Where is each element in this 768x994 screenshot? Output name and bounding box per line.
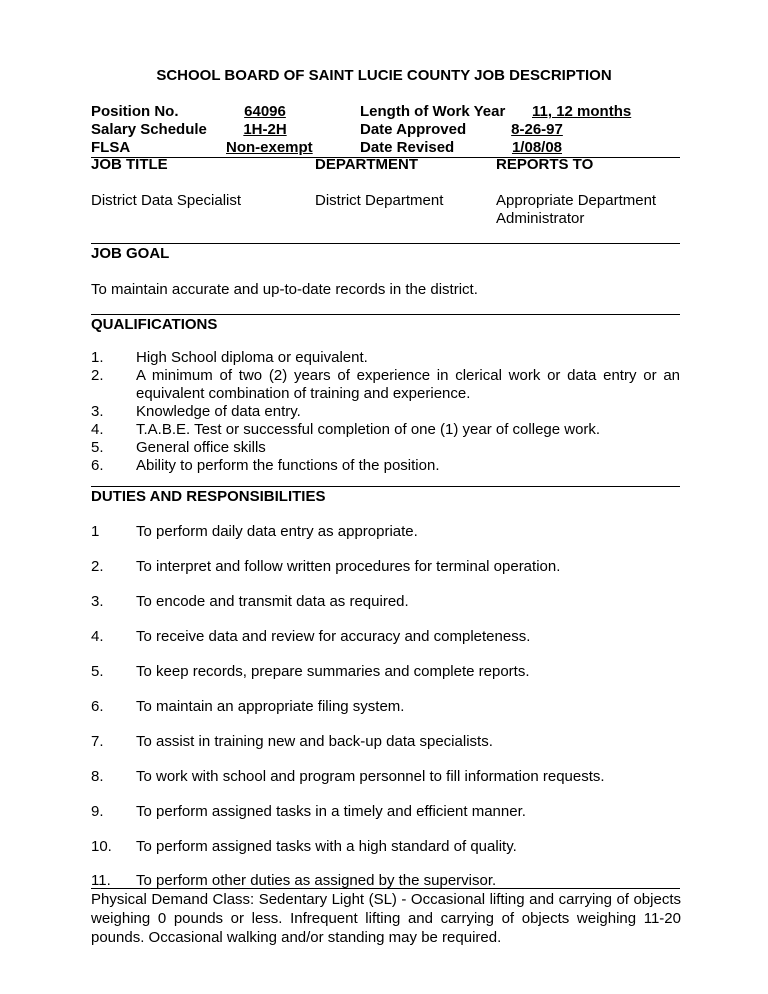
- qualification-number: 6.: [91, 457, 104, 474]
- length-of-work-year-label: Length of Work Year: [360, 103, 506, 120]
- qualification-number: 5.: [91, 439, 104, 456]
- duty-item: To work with school and program personnel to fill information requests.: [136, 768, 605, 785]
- flsa-label: FLSA: [91, 139, 131, 156]
- duty-item: To interpret and follow written procedures for terminal operation.: [136, 558, 561, 575]
- section-divider: [91, 314, 680, 315]
- salary-schedule-value: 1H-2H: [243, 121, 287, 138]
- duty-number: 8.: [91, 768, 104, 785]
- qualification-item: T.A.B.E. Test or successful completion of one (1) year of college work.: [136, 421, 601, 438]
- duty-item: To perform other duties as assigned by the supervisor.: [136, 872, 497, 889]
- qualification-item: A minimum of two (2) years of experience in clerical work or data entry or an equivalent combination of training and experience.: [136, 367, 680, 402]
- duty-number: 1: [91, 523, 100, 540]
- qualification-item: Ability to perform the functions of the position.: [136, 457, 440, 474]
- duty-number: 5.: [91, 663, 104, 680]
- physical-demand-text: Physical Demand Class: Sedentary Light (SL) - Occasional lifting and carrying of objects weighing 0 pounds or less. Infrequent lifting and carrying of objects weighing 11-20 pounds. Occasional walking and/or standing may be required.: [91, 891, 681, 946]
- qualification-number: 1.: [91, 349, 104, 366]
- duty-number: 9.: [91, 803, 104, 820]
- duty-item: To perform assigned tasks in a timely and efficient manner.: [136, 803, 526, 820]
- section-divider: [91, 243, 680, 244]
- job-title-value: District Data Specialist: [91, 192, 242, 209]
- qualification-item: High School diploma or equivalent.: [136, 349, 368, 366]
- duties-heading: DUTIES AND RESPONSIBILITIES: [91, 488, 326, 505]
- duty-number: 10.: [91, 838, 112, 855]
- duty-item: To perform assigned tasks with a high standard of quality.: [136, 838, 517, 855]
- section-divider: [91, 888, 680, 889]
- duty-item: To perform daily data entry as appropriate.: [136, 523, 418, 540]
- job-goal-heading: JOB GOAL: [91, 245, 170, 262]
- date-approved-value: 8-26-97: [511, 121, 563, 138]
- duty-item: To keep records, prepare summaries and complete reports.: [136, 663, 530, 680]
- duty-number: 6.: [91, 698, 104, 715]
- duty-item: To receive data and review for accuracy and completeness.: [136, 628, 531, 645]
- duty-number: 4.: [91, 628, 104, 645]
- job-title-label: JOB TITLE: [91, 156, 168, 173]
- duty-item: To maintain an appropriate filing system.: [136, 698, 405, 715]
- flsa-value: Non-exempt: [226, 139, 313, 156]
- qualification-item: Knowledge of data entry.: [136, 403, 301, 420]
- position-no-value: 64096: [244, 103, 286, 120]
- reports-to-value-line2: Administrator: [496, 210, 585, 227]
- qualification-number: 4.: [91, 421, 104, 438]
- section-divider: [91, 486, 680, 487]
- position-no-label: Position No.: [91, 103, 179, 120]
- job-goal-text: To maintain accurate and up-to-date records in the district.: [91, 281, 478, 298]
- qualification-number: 2.: [91, 367, 104, 384]
- duty-number: 2.: [91, 558, 104, 575]
- duty-number: 3.: [91, 593, 104, 610]
- document-title: SCHOOL BOARD OF SAINT LUCIE COUNTY JOB DESCRIPTION: [156, 67, 612, 84]
- reports-to-value-line1: Appropriate Department: [496, 192, 657, 209]
- date-approved-label: Date Approved: [360, 121, 467, 138]
- date-revised-label: Date Revised: [360, 139, 455, 156]
- duty-number: 11.: [91, 872, 111, 889]
- duty-number: 7.: [91, 733, 104, 750]
- duty-item: To encode and transmit data as required.: [136, 593, 409, 610]
- salary-schedule-label: Salary Schedule: [91, 121, 207, 138]
- duty-item: To assist in training new and back-up data specialists.: [136, 733, 493, 750]
- department-value: District Department: [315, 192, 444, 209]
- qualifications-heading: QUALIFICATIONS: [91, 316, 218, 333]
- reports-to-label: REPORTS TO: [496, 156, 594, 173]
- qualification-number: 3.: [91, 403, 104, 420]
- qualification-item: General office skills: [136, 439, 266, 456]
- department-label: DEPARTMENT: [315, 156, 419, 173]
- date-revised-value: 1/08/08: [511, 139, 563, 156]
- length-of-work-year-value: 11, 12 months: [532, 103, 632, 120]
